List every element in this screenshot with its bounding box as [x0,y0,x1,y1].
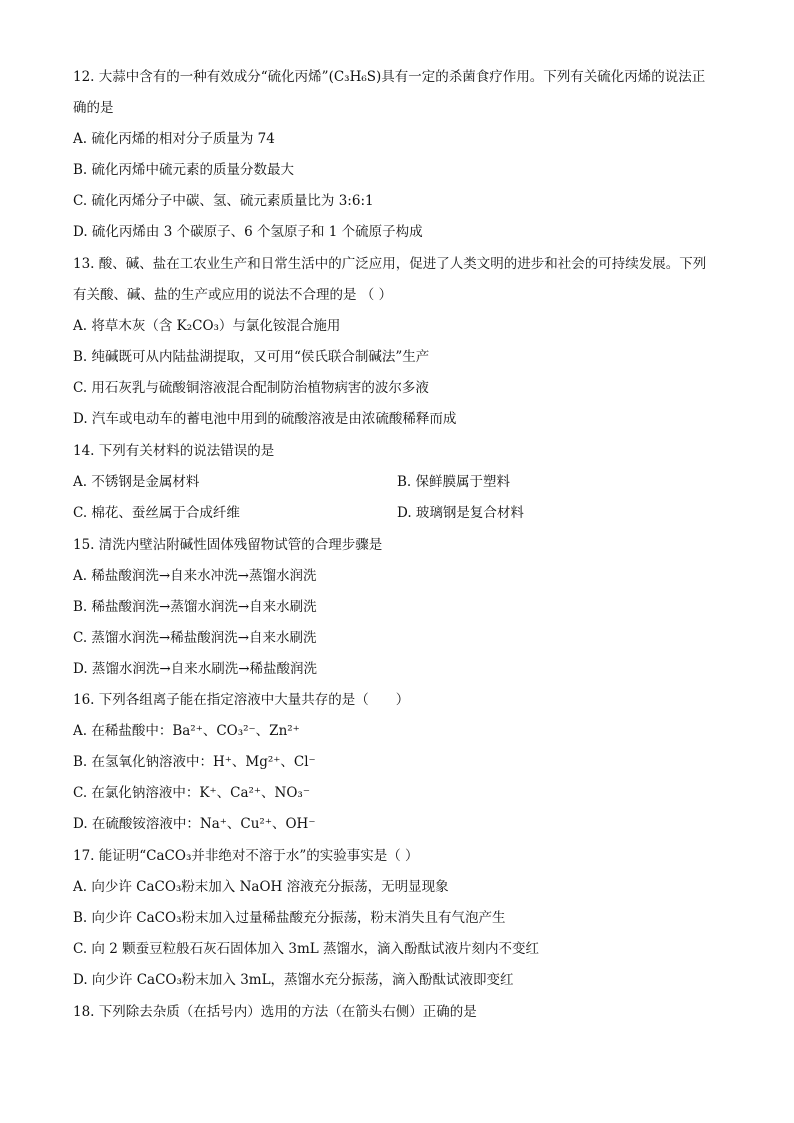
question-14-option-d: D. 玻璃钢是复合材料 [397,505,524,521]
question-14-option-a: A. 不锈钢是金属材料 [73,474,200,490]
question-stem-line: 下列除去杂质（在括号内）选用的方法（在箭头右侧）正确的是 [98,1004,477,1020]
question-16-option-c: C. 在氯化钠溶液中：K⁺、Ca²⁺、NO₃⁻ [73,785,310,801]
question-stem-line: 下列有关材料的说法错误的是 [98,443,275,459]
question-12-stem-continued: 确的是 [73,100,114,116]
question-stem-line: 清洗内壁沾附碱性固体残留物试管的合理步骤是 [98,537,383,553]
question-13-option-c: C. 用石灰乳与硫酸铜溶液混合配制防治植物病害的波尔多液 [73,380,429,396]
question-17-option-d: D. 向少许 CaCO₃粉末加入 3mL，蒸馏水充分振荡，滴入酚酞试液即变红 [73,972,514,988]
question-12-option-b: B. 硫化丙烯中硫元素的质量分数最大 [73,162,295,178]
question-stem-line: 大蒜中含有的一种有效成分“硫化丙烯”(C₃H₆S)具有一定的杀菌食疗作用。下列有关硫化丙烯的说法正 [98,69,706,85]
question-13-stem [73,255,706,273]
question-15-option-b: B. 稀盐酸润洗→蒸馏水润洗→自来水刷洗 [73,599,317,615]
question-16-stem [73,691,409,709]
question-stem-line: 酸、碱、盐在工农业生产和日常生活中的广泛应用，促进了人类文明的进步和社会的可持续发展。下列 [98,256,707,272]
question-14-option-b: B. 保鲜膜属于塑料 [397,474,511,490]
question-15-option-a: A. 稀盐酸润洗→自来水冲洗→蒸馏水润洗 [73,568,317,584]
question-13-stem-continued: 有关酸、碱、盐的生产或应用的说法不合理的是 （ ） [73,287,393,303]
question-number: 12. [73,69,95,85]
question-14-option-c: C. 棉花、蚕丝属于合成纤维 [73,505,240,521]
question-number: 17. [73,848,95,864]
question-15-option-c: C. 蒸馏水润洗→稀盐酸润洗→自来水刷洗 [73,630,317,646]
question-16-option-b: B. 在氢氧化钠溶液中：H⁺、Mg²⁺、Cl⁻ [73,754,316,770]
question-stem-line: 能证明“CaCO₃并非绝对不溶于水”的实验事实是（ ） [98,848,419,864]
question-18-stem [73,1003,477,1021]
question-number: 13. [73,256,95,272]
question-12-option-d: D. 硫化丙烯由 3 个碳原子、6 个氢原子和 1 个硫原子构成 [73,224,423,240]
question-16-option-a: A. 在稀盐酸中：Ba²⁺、CO₃²⁻、Zn²⁺ [73,723,300,739]
question-stem-line: 下列各组离子能在指定溶液中大量共存的是（ ） [98,692,410,708]
question-number: 18. [73,1004,95,1020]
question-13-option-b: B. 纯碱既可从内陆盐湖提取，又可用“侯氏联合制碱法”生产 [73,349,430,365]
question-14-stem [73,442,274,460]
question-15-stem [73,536,382,554]
question-12-stem [73,68,705,86]
question-13-option-a: A. 将草木灰（含 K₂CO₃）与氯化铵混合施用 [73,318,341,334]
question-17-option-c: C. 向 2 颗蚕豆粒般石灰石固体加入 3mL 蒸馏水，滴入酚酞试液片刻内不变红 [73,941,540,957]
question-17-option-b: B. 向少许 CaCO₃粉末加入过量稀盐酸充分振荡，粉末消失且有气泡产生 [73,910,506,926]
question-number: 16. [73,692,95,708]
question-15-option-d: D. 蒸馏水润洗→自来水刷洗→稀盐酸润洗 [73,661,318,677]
question-17-option-a: A. 向少许 CaCO₃粉末加入 NaOH 溶液充分振荡，无明显现象 [73,879,449,895]
question-number: 14. [73,443,95,459]
question-17-stem [73,847,419,865]
question-16-option-d: D. 在硫酸铵溶液中：Na⁺、Cu²⁺、OH⁻ [73,816,316,832]
question-12-option-a: A. 硫化丙烯的相对分子质量为 74 [73,131,275,147]
question-12-option-c: C. 硫化丙烯分子中碳、氢、硫元素质量比为 3:6:1 [73,193,374,209]
question-13-option-d: D. 汽车或电动车的蓄电池中用到的硫酸溶液是由浓硫酸稀释而成 [73,411,457,427]
question-number: 15. [73,537,95,553]
